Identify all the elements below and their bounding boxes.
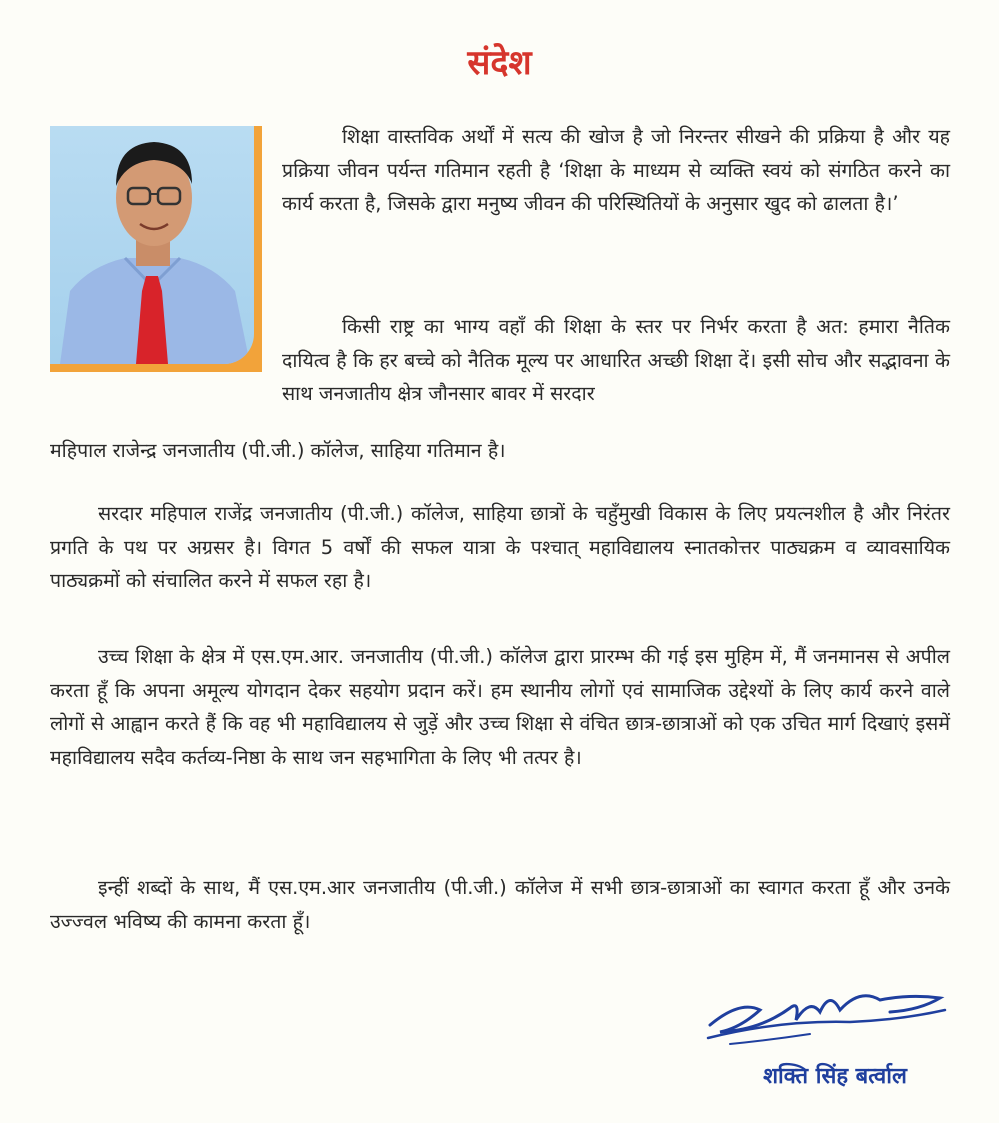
- message-paragraph-3: सरदार महिपाल राजेंद्र जनजातीय (पी.जी.) कॉलेज, साहिया छात्रों के चहुँमुखी विकास के लिए प्रयत्नशील है और निरंतर प्रगति के पथ पर अग्रसर है। विगत 5 वर्षों की सफल यात्रा के पश्चात् महाविद्यालय स्नातकोत्तर पाठ्यक्रम व व्यावसायिक पाठ्यक्रमों को संचालित करने में सफल रहा है।: [50, 502, 950, 592]
- handwritten-signature: [700, 970, 960, 1060]
- portrait-frame: [50, 126, 262, 372]
- message-paragraph-1: शिक्षा वास्तविक अर्थों में सत्य की खोज है जो निरन्तर सीखने की प्रक्रिया है और यह प्रक्रिया जीवन पर्यन्त गतिमान रहती है ‘शिक्षा के माध्यम से व्यक्ति स्वयं को संगठित करने का कार्य करता है, जिसके द्वारा मनुष्य जीवन की परिस्थितियों के अनुसार खुद को ढालता है।’: [282, 125, 950, 215]
- message-paragraph-2: किसी राष्ट्र का भाग्य वहाँ की शिक्षा के स्तर पर निर्भर करता है अत: हमारा नैतिक दायित्व है कि हर बच्चे को नैतिक मूल्य पर आधारित अच्छी शिक्षा दें। इसी सोच और सद्भावना के साथ जनजातीय क्षेत्र जौनसार बावर में सरदार: [282, 315, 950, 405]
- message-paragraph-2-continued: महिपाल राजेन्द्र जनजातीय (पी.जी.) कॉलेज, साहिया गतिमान है।: [50, 439, 506, 462]
- message-paragraph-4: उच्च शिक्षा के क्षेत्र में एस.एम.आर. जनजातीय (पी.जी.) कॉलेज द्वारा प्रारम्भ की गई इस मुहिम में, मैं जनमानस से अपील करता हूँ कि अपना अमूल्य योगदान देकर सहयोग प्रदान करें। हम स्थानीय लोगों एवं सामाजिक उद्देश्यों के लिए कार्य करने वाले लोगों से आह्वान करते हैं कि वह भी महाविद्यालय से जुड़ें और उच्च शिक्षा से वंचित छात्र-छात्राओं को एक उचित मार्ग दिखाएं इसमें महाविद्यालय सदैव कर्तव्य-निष्ठा के साथ जन सहभागिता के लिए भी तत्पर है।: [50, 645, 950, 769]
- signer-name: शक्ति सिंह बर्त्वाल: [763, 1064, 907, 1089]
- page-title: संदेश: [467, 43, 532, 83]
- portrait-illustration: [50, 126, 254, 364]
- portrait-photo: [50, 126, 254, 364]
- message-paragraph-5: इन्हीं शब्दों के साथ, मैं एस.एम.आर जनजातीय (पी.जी.) कॉलेज में सभी छात्र-छात्राओं का स्वागत करता हूँ और उनके उज्ज्वल भविष्य की कामना करता हूँ।: [50, 876, 950, 933]
